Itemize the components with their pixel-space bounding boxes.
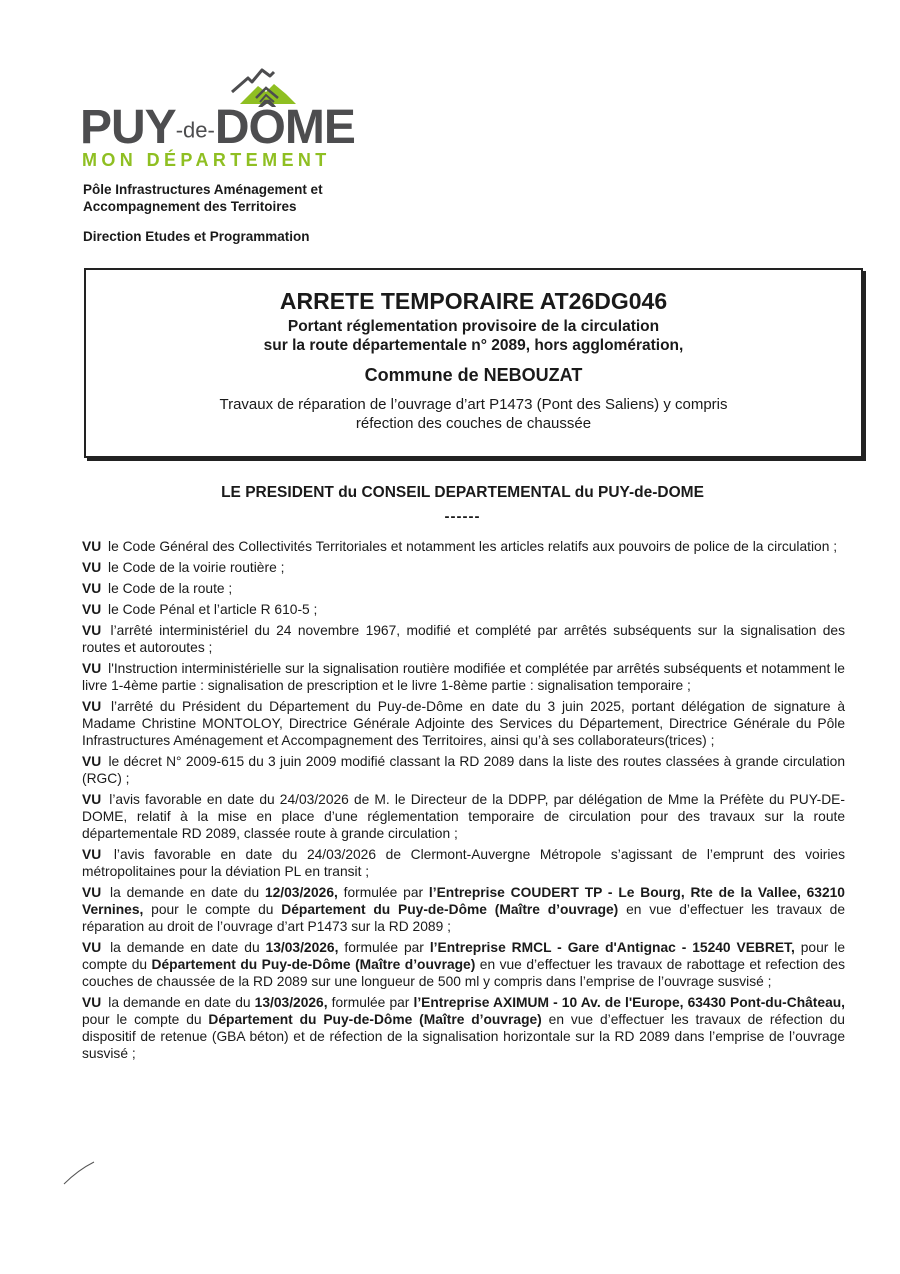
decree-title-box: [84, 268, 863, 458]
decree-subtitle: Portant réglementation provisoire de la circulation sur la route départementale n° 2089, hors agglomération,: [263, 318, 684, 354]
separator: ------: [444, 508, 481, 525]
commune-name: Commune de NEBOUZAT: [364, 365, 583, 385]
vu-item: VU le décret N° 2009-615 du 3 juin 2009 modifié classant la RD 2089 dans la liste des routes classées à grande circulation (RGC) ;: [82, 754, 845, 786]
vu-list: [82, 538, 845, 1066]
vu-item: VU le Code de la voirie routière ;: [82, 560, 285, 575]
vu-item: VU l’avis favorable en date du 24/03/2026 de Clermont-Auvergne Métropole s’agissant de l’emprunt des voiries métropolitaines pour la déviation PL en transit ;: [82, 847, 845, 879]
mountain-logo-icon: [230, 62, 305, 106]
vu-item: VU la demande en date du 12/03/2026, formulée par l’Entreprise COUDERT TP - Le Bourg, Rte de la Vallee, 63210 Vernines, pour le compte du Département du Puy-de-Dôme (Maître d’ouvrage) en vue d’effectuer les travaux de réparation au droit de l’ouvrage d’art P1473 sur la RD 2089 ;: [82, 885, 845, 934]
vu-item: VU le Code Général des Collectivités Territoriales et notamment les articles relatifs aux pouvoirs de police de la circulation ;: [82, 539, 838, 554]
department-logo: [80, 62, 355, 172]
logo-wordmark: PUY-de-DÔME: [80, 101, 355, 154]
service-name: Pôle Infrastructures Aménagement et Accompagnement des Territoires: [83, 182, 323, 214]
vu-item: VU la demande en date du 13/03/2026, formulée par l’Entreprise RMCL - Gare d'Antignac - 15240 VEBRET, pour le compte du Département du Puy-de-Dôme (Maître d’ouvrage) en vue d’effectuer les travaux de rabottage et refection des couches de chaussée de la RD 2089 sur une longueur de 500 ml y compris dans l’emprise de l’ouvrage susvisé ;: [82, 940, 845, 989]
vu-item: VU le Code de la route ;: [82, 581, 233, 596]
vu-item: VU la demande en date du 13/03/2026, formulée par l’Entreprise AXIMUM - 10 Av. de l'Europe, 63430 Pont-du-Château, pour le compte du Département du Puy-de-Dôme (Maître d’ouvrage) en vue d’effectuer les travaux de réfection du dispositif de retenue (GBA béton) et de réfection de la signalisation horizontale sur la RD 2089 dans l’emprise de l’ouvrage susvisé ;: [82, 995, 846, 1061]
vu-item: VU l’avis favorable en date du 24/03/2026 de M. le Directeur de la DDPP, par délégation de Mme la Préfète du PUY-DE-DOME, relatif à la mise en place d’une réglementation temporaire de circulation pour des travaux sur la route départementale RD 2089, classée route à grande circulation ;: [82, 792, 845, 841]
president-heading: LE PRESIDENT du CONSEIL DEPARTEMENTAL du PUY-de-DOME: [221, 484, 704, 501]
direction-name: Direction Etudes et Programmation: [83, 229, 310, 244]
logo-tagline: MON DÉPARTEMENT: [82, 150, 331, 170]
works-description: Travaux de réparation de l’ouvrage d’art P1473 (Pont des Saliens) y compris réfection des couches de chaussée: [219, 396, 728, 432]
vu-item: VU l'Instruction interministérielle sur la signalisation routière modifiée et complétée par arrêtés subséquents et notamment le livre 1-4ème partie : signalisation de prescription et le livre 1-8ème partie : signalisation temporaire ;: [82, 661, 845, 693]
vu-item: VU l’arrêté interministériel du 24 novembre 1967, modifié et complété par arrêtés subséquents sur la signalisation des routes et autoroutes ;: [82, 623, 845, 655]
vu-item: VU l’arrêté du Président du Département du Puy-de-Dôme en date du 3 juin 2025, portant délégation de signature à Madame Christine MONTOLOY, Directrice Générale Adjointe des Services du Département, Directrice Générale du Pôle Infrastructures Aménagement et Accompagnement des Territoires, ainsi qu’à ses collaborateurs(trices) ;: [82, 699, 845, 748]
vu-item: VU le Code Pénal et l’article R 610-5 ;: [82, 602, 318, 617]
decree-title: ARRETE TEMPORAIRE AT26DG046: [279, 288, 668, 314]
pen-mark-icon: [60, 1158, 100, 1188]
